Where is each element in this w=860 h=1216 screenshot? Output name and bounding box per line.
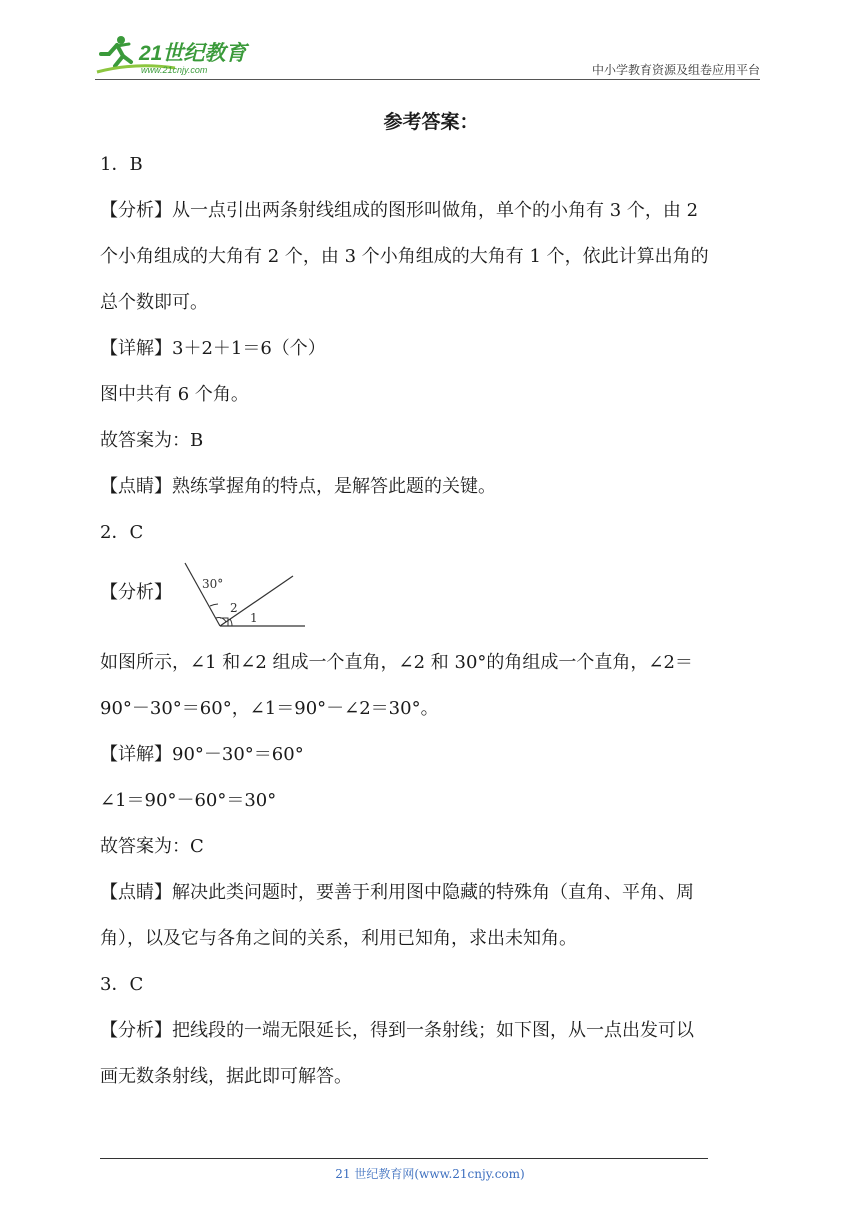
page-header: [95, 32, 760, 80]
q2-note-line-2: 角），以及它与各角之间的关系，利用已知角，求出未知角。: [100, 928, 577, 949]
q2-number: 2．C: [100, 522, 144, 543]
q2-detail: 【详解】90°－30°＝60°: [100, 744, 304, 765]
q1-number: 1．B: [100, 154, 143, 175]
angle-1-label: 1: [250, 611, 258, 625]
q2-detail-line-2: ∠1＝90°－60°＝30°: [100, 790, 277, 811]
footer-divider: [100, 1158, 708, 1159]
header-divider: [95, 79, 760, 80]
q3-analysis-line-1: 【分析】把线段的一端无限延长，得到一条射线；如下图，从一点出发可以: [100, 1020, 694, 1041]
q2-analysis-label: 【分析】: [100, 582, 172, 603]
logo-url: www.21cnjy.com: [141, 65, 208, 75]
q2-explain-line-1: 如图所示，∠1 和∠2 组成一个直角，∠2 和 30°的角组成一个直角，∠2＝: [100, 652, 693, 673]
q1-analysis-line-3: 总个数即可。: [100, 292, 208, 313]
q1-answer: 故答案为：B: [100, 430, 204, 451]
footer-site-link[interactable]: 21 世纪教育网(www.21cnjy.com): [335, 1167, 525, 1181]
angle-diagram: [180, 556, 310, 632]
angle-1-arc: [230, 619, 232, 626]
angle-left-ray: [185, 563, 220, 626]
q1-detail-line-2: 图中共有 6 个角。: [100, 384, 249, 405]
answer-document: [100, 102, 762, 1100]
logo-text: 21世纪教育: [139, 42, 247, 65]
logo-runner-icon: [95, 32, 265, 78]
q3-analysis-line-2: 画无数条射线，据此即可解答。: [100, 1066, 352, 1087]
header-platform-text: 中小学教育资源及组卷应用平台: [591, 63, 760, 77]
q2-figure-row: [100, 556, 762, 640]
q1-analysis-line-2: 个小角组成的大角有 2 个，由 3 个小角组成的大角有 1 个，依此计算出角的: [100, 246, 709, 267]
q1-note: 【点睛】熟练掌握角的特点，是解答此题的关键。: [100, 476, 496, 497]
q1-detail: 【详解】3＋2＋1＝6（个）: [100, 338, 326, 359]
angle-30-label: 30°: [202, 577, 224, 591]
q3-number: 3．C: [100, 974, 144, 995]
q2-note-line-1: 【点睛】解决此类问题时，要善于利用图中隐藏的特殊角（直角、平角、周: [100, 882, 694, 903]
page-title: 参考答案：: [383, 111, 479, 133]
angle-30-arc: [210, 604, 218, 606]
logo: [95, 32, 265, 78]
angle-2-label: 2: [230, 601, 238, 615]
q1-analysis-line-1: 【分析】从一点引出两条射线组成的图形叫做角，单个的小角有 3 个，由 2: [100, 200, 699, 221]
q2-explain-line-2: 90°－30°＝60°，∠1＝90°－∠2＝30°。: [100, 698, 439, 719]
q2-answer: 故答案为：C: [100, 836, 204, 857]
